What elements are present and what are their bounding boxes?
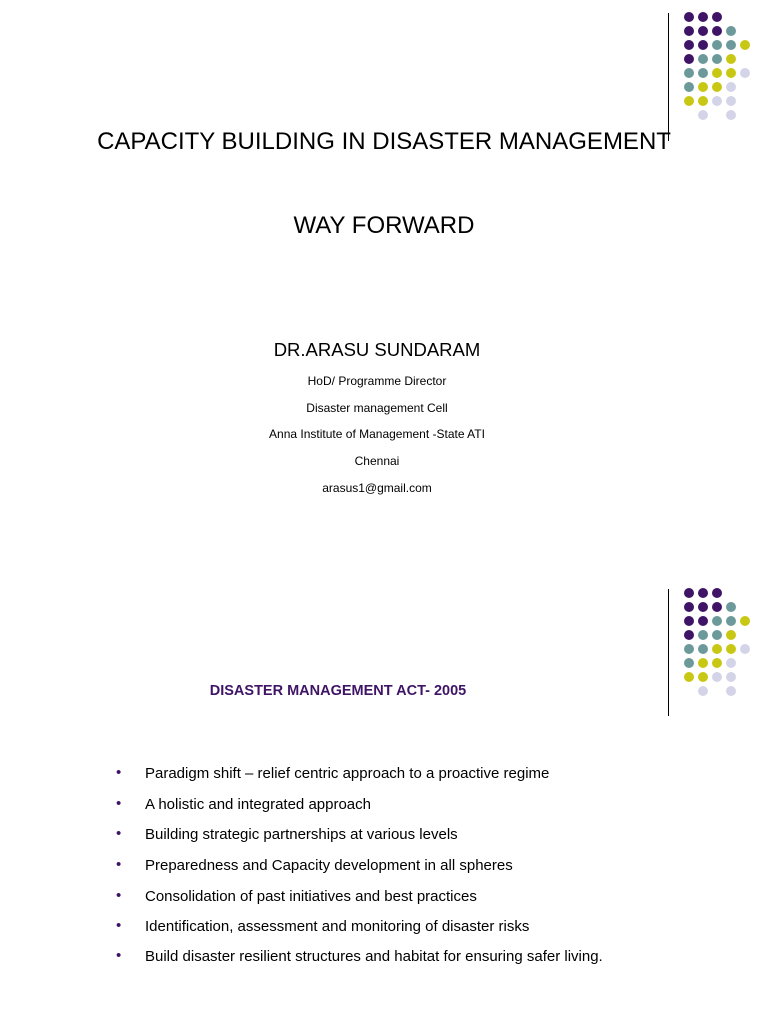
decorative-dot [726,644,736,654]
decorative-dot [726,672,736,682]
bullet-icon: • [116,917,122,934]
decorative-dot [712,588,722,598]
decorative-dot [684,602,694,612]
bullet-text: Identification, assessment and monitoring of disaster risks [145,918,530,935]
decorative-dot [712,644,722,654]
decorative-dot [684,96,694,106]
decorative-dot [684,644,694,654]
decorative-dot-grid [684,12,754,124]
decorative-dot [698,12,708,22]
bullet-text: A holistic and integrated approach [145,796,371,813]
decorative-dot [712,54,722,64]
bullet-icon: • [116,764,122,781]
decorative-dot [712,602,722,612]
slide-dm-act [0,576,768,1024]
bullet-text: Building strategic partnerships at various levels [145,826,458,843]
author-institute: Anna Institute of Management -State ATI [269,427,485,441]
decorative-dot [726,630,736,640]
decorative-dot [726,602,736,612]
decorative-dot [698,54,708,64]
decorative-dot [712,630,722,640]
decorative-dot [712,96,722,106]
decorative-dot [698,40,708,50]
decorative-dot [684,658,694,668]
decorative-dot [726,686,736,696]
author-email: arasus1@gmail.com [322,481,432,495]
decorative-dot [712,40,722,50]
decorative-dot [712,672,722,682]
decorative-dot [684,672,694,682]
decorative-dot [684,54,694,64]
decorative-dot [740,644,750,654]
decorative-dot [712,26,722,36]
decorative-dot [698,644,708,654]
decorative-dot [712,616,722,626]
decorative-vertical-line [668,13,669,141]
bullet-icon: • [116,887,122,904]
bullet-icon: • [116,947,122,964]
decorative-dot [726,96,736,106]
decorative-dot [684,588,694,598]
decorative-dot [740,40,750,50]
author-department: Disaster management Cell [306,401,448,415]
bullet-icon: • [116,856,122,873]
bullet-text: Paradigm shift – relief centric approach to a proactive regime [145,765,550,782]
decorative-dot [712,658,722,668]
decorative-dot [726,26,736,36]
decorative-dot [684,26,694,36]
decorative-dot-grid [684,588,754,700]
decorative-dot [698,686,708,696]
decorative-dot [684,82,694,92]
decorative-dot [726,54,736,64]
decorative-dot [698,672,708,682]
decorative-dot [698,82,708,92]
decorative-dot [698,630,708,640]
decorative-dot [698,588,708,598]
decorative-dot [684,630,694,640]
author-city: Chennai [354,454,400,468]
decorative-dot [712,82,722,92]
decorative-dot [726,68,736,78]
decorative-dot [698,602,708,612]
decorative-dot [684,40,694,50]
decorative-dot [712,12,722,22]
presentation-subtitle: WAY FORWARD [293,212,475,239]
decorative-dot [684,68,694,78]
decorative-dot [698,68,708,78]
decorative-dot [740,616,750,626]
decorative-dot [698,110,708,120]
author-name: DR.ARASU SUNDARAM [273,339,481,360]
bullet-text: Build disaster resilient structures and habitat for ensuring safer living. [145,948,603,965]
bullet-icon: • [116,825,122,842]
decorative-dot [698,658,708,668]
decorative-dot [698,26,708,36]
bullet-text: Consolidation of past initiatives and best practices [145,888,477,905]
author-role: HoD/ Programme Director [307,374,447,388]
bullet-text: Preparedness and Capacity development in all spheres [145,857,513,874]
decorative-dot [698,616,708,626]
decorative-dot [684,616,694,626]
presentation-title: CAPACITY BUILDING IN DISASTER MANAGEMENT [97,128,671,155]
decorative-dot [698,96,708,106]
decorative-dot [726,82,736,92]
decorative-dot [712,68,722,78]
decorative-dot [726,616,736,626]
decorative-dot [726,658,736,668]
decorative-dot [726,110,736,120]
decorative-dot [740,68,750,78]
decorative-dot [684,12,694,22]
decorative-dot [726,40,736,50]
slide-heading: DISASTER MANAGEMENT ACT- 2005 [209,683,467,699]
bullet-icon: • [116,795,122,812]
